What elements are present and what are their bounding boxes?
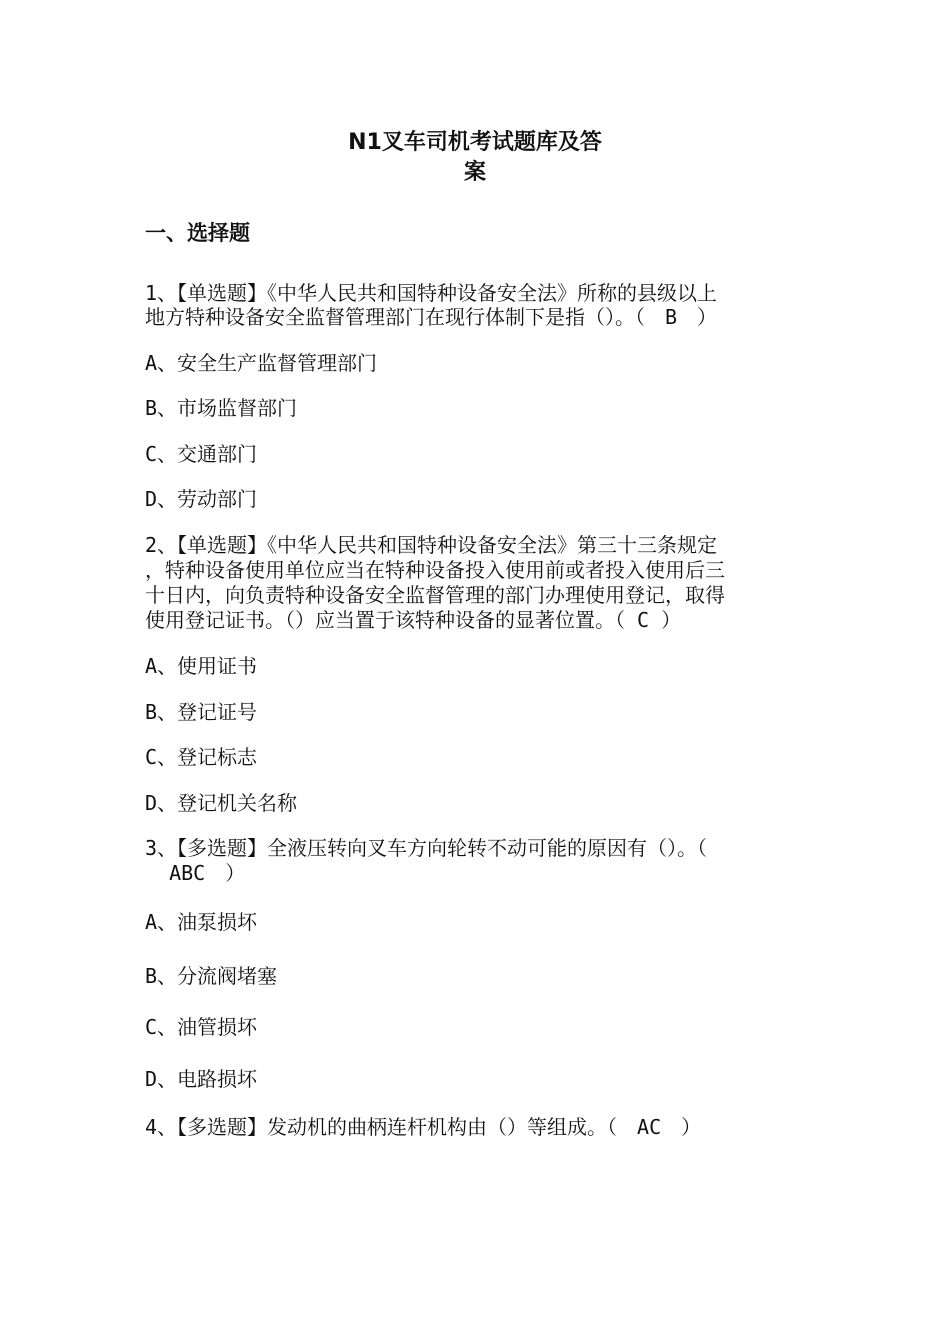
question-1-option-c: C、交通部门 (145, 442, 258, 466)
question-3-line-1: 3、【多选题】全液压转向叉车方向轮转不动可能的原因有（）。（ (145, 836, 708, 860)
document-title-line-1: N1叉车司机考试题库及答 (348, 130, 602, 155)
question-3-option-b: B、分流阀堵塞 (145, 964, 278, 988)
question-2-line-3: 十日内，向负责特种设备安全监督管理的部门办理使用登记，取得 (145, 583, 725, 607)
question-2-option-b: B、登记证号 (145, 700, 258, 724)
question-3-option-c: C、油管损坏 (145, 1015, 258, 1039)
question-1-option-b: B、市场监督部门 (145, 396, 298, 420)
question-2-line-2: ，特种设备使用单位应当在特种设备投入使用前或者投入使用后三 (145, 558, 725, 582)
question-1-line-2: 地方特种设备安全监督管理部门在现行体制下是指（）。（ B ） (145, 305, 718, 329)
section-heading: 一、选择题 (145, 221, 250, 245)
question-2-line-1: 2、【单选题】《中华人民共和国特种设备安全法》第三十三条规定 (145, 533, 718, 557)
question-3-option-d: D、电路损坏 (145, 1067, 258, 1091)
question-2-option-c: C、登记标志 (145, 745, 258, 769)
question-2-line-4: 使用登记证书。（）应当置于该特种设备的显著位置。（ C ） (145, 608, 682, 632)
document-title-line-2: 案 (463, 160, 486, 185)
question-2-option-d: D、登记机关名称 (145, 791, 298, 815)
question-3-line-2: ABC ） (145, 861, 246, 885)
question-1-line-1: 1、【单选题】《中华人民共和国特种设备安全法》所称的县级以上 (145, 281, 718, 305)
question-3-option-a: A、油泵损坏 (145, 910, 258, 934)
question-1-option-d: D、劳动部门 (145, 487, 258, 511)
question-4-line-1: 4、【多选题】发动机的曲柄连杆机构由（）等组成。（ AC ） (145, 1115, 702, 1139)
question-1-option-a: A、安全生产监督管理部门 (145, 351, 378, 375)
question-2-option-a: A、使用证书 (145, 654, 258, 678)
